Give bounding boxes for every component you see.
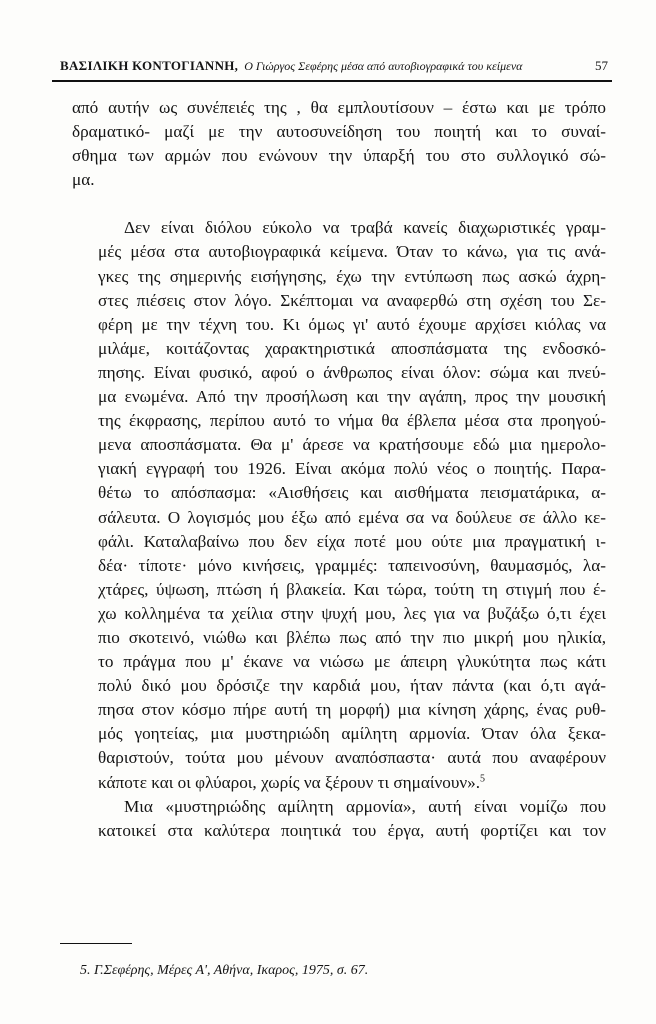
text-line: μές μέσα στα αυτοβιογραφικά κείμενα. Όταν το κάνω, για τις ανά- <box>98 242 606 262</box>
text-line: μα. <box>72 170 95 190</box>
text-line: σάλευτα. Ο λογισμός μου έξω από εμένα σα να δούλευε σε άλλο κε- <box>98 507 606 527</box>
running-header <box>60 58 608 74</box>
header-article-title: Ο Γιώργος Σεφέρης μέσα από αυτοβιογραφικά του κείμενα <box>244 59 523 73</box>
footnote: 5. Γ.Σεφέρης, Μέρες Α', Αθήνα, Ικαρος, 1975, σ. 67. <box>80 963 369 978</box>
footnote-reference: 5 <box>480 772 486 784</box>
text-line: πολύ δικό μου δρόσιζε την καρδιά μου, ήταν πάντα (και ό,τι αγά- <box>98 676 606 696</box>
text-line: κατοικεί στα καλύτερα ποιητικά του έργα, αυτή φορτίζει και τον <box>98 820 606 840</box>
text-line-content: κάποτε και οι φλύαροι, χωρίς να ξέρουν τι σημαίνουν». <box>98 772 481 792</box>
text-line: μενα αποσπάσματα. Θα μ' άρεσε να κρατήσουμε εδώ μια ημερολο- <box>98 435 606 455</box>
text-line: πησης. Είναι φυσικό, αφού ο άνθρωπος είναι όλον: σώμα και πνεύ- <box>98 362 606 382</box>
text-line: της έκφρασης, περίπου αυτό το νήμα θα έβλεπα μέσα στα προηγού- <box>98 411 606 431</box>
body-text <box>72 96 606 843</box>
header-rule <box>52 80 612 82</box>
paragraph-2 <box>72 216 606 794</box>
text-line: Δεν είναι διόλου εύκολο να τραβά κανείς διαχωριστικές γραμ- <box>124 218 606 238</box>
text-line: Μια «μυστηριώδης αμίλητη αρμονία», αυτή είναι νομίζω που <box>124 796 606 816</box>
text-line: μός γοητείας, μια μυστηριώδη αμίλητη αρμονία. Όταν όλα ξεκα- <box>98 724 606 744</box>
text-line: μα ενωμένα. Από την προσήλωση και την αγάπη, προς την μουσική <box>98 387 606 407</box>
footnote-rule <box>60 943 132 944</box>
header-author: ΒΑΣΙΛΙΚΗ ΚΟΝΤΟΓΙΑΝΝΗ, <box>60 58 239 73</box>
text-line: πησα στον κόσμο πήρε αυτή τη μορφή) μια κίνηση χάρης, ένας ρυθ- <box>98 700 606 720</box>
text-line: στες πιέσεις στον λόγο. Σκέπτομαι να αναφερθώ στη σχέση του Σε- <box>98 290 606 310</box>
text-line: φέρη με την τέχνη του. Κι όμως γι' αυτό έχουμε αρχίσει κιόλας να <box>98 314 606 334</box>
text-line: το πράγμα που μ' έκανε να νιώσω με άπειρη γλυκύτητα πως κάτι <box>98 652 606 672</box>
paragraph-3 <box>72 795 606 843</box>
text-line: φάλι. Καταλαβαίνω που δεν είχα ποτέ μου ούτε μια πραγματική ι- <box>98 531 606 551</box>
text-line: χτάρες, ύψωση, πτώση ή βλακεία. Και τώρα, τούτη τη στιγμή που έ- <box>98 579 606 599</box>
text-line: γιακή εγγραφή του 1926. Είναι ακόμα πολύ νέος ο ποιητής. Παρα- <box>98 459 606 479</box>
text-line: πιο σκοτεινό, νιώθω και βλέπω πως από την πιο μικρή μου ηλικία, <box>98 627 606 647</box>
text-line-with-footnote <box>72 771 606 795</box>
paragraph-1 <box>72 96 606 192</box>
text-line: δέα· τίποτε· μόνο κινήσεις, γραμμές: ταπεινοσύνη, θαυμασμός, λα- <box>98 555 606 575</box>
text-line: σθημα των αρμών που ενώνουν την ύπαρξή του στο συλλογικό σώ- <box>72 146 606 166</box>
text-line: από αυτήν ως συνέπειές της , θα εμπλουτίσουν – έστω και με τρόπο <box>72 98 606 117</box>
text-line: γκες της σημερινής εισήγησης, έχω την εντύπωση πως ασκώ άχρη- <box>98 266 606 286</box>
text-line: δραματικό- μαζί με την αυτοσυνείδηση του ποιητή και το συναί- <box>72 122 606 142</box>
text-line: μιλάμε, κοιτάζοντας χαρακτηριστικά αποσπάσματα της ενδοσκό- <box>98 338 606 358</box>
text-line: χω κολλημένα τα χείλια στην ψυχή μου, λες για να βυζάξω ό,τι έχει <box>98 603 606 623</box>
page-number: 57 <box>595 58 608 73</box>
text-line: θαριστούν, τούτα μου μένουν αναπόσπαστα· αυτά που αναφέρουν <box>98 748 606 768</box>
text-line: θέτω το απόσπασμα: «Αισθήσεις και αισθήματα πεισματάρικα, α- <box>98 483 606 503</box>
